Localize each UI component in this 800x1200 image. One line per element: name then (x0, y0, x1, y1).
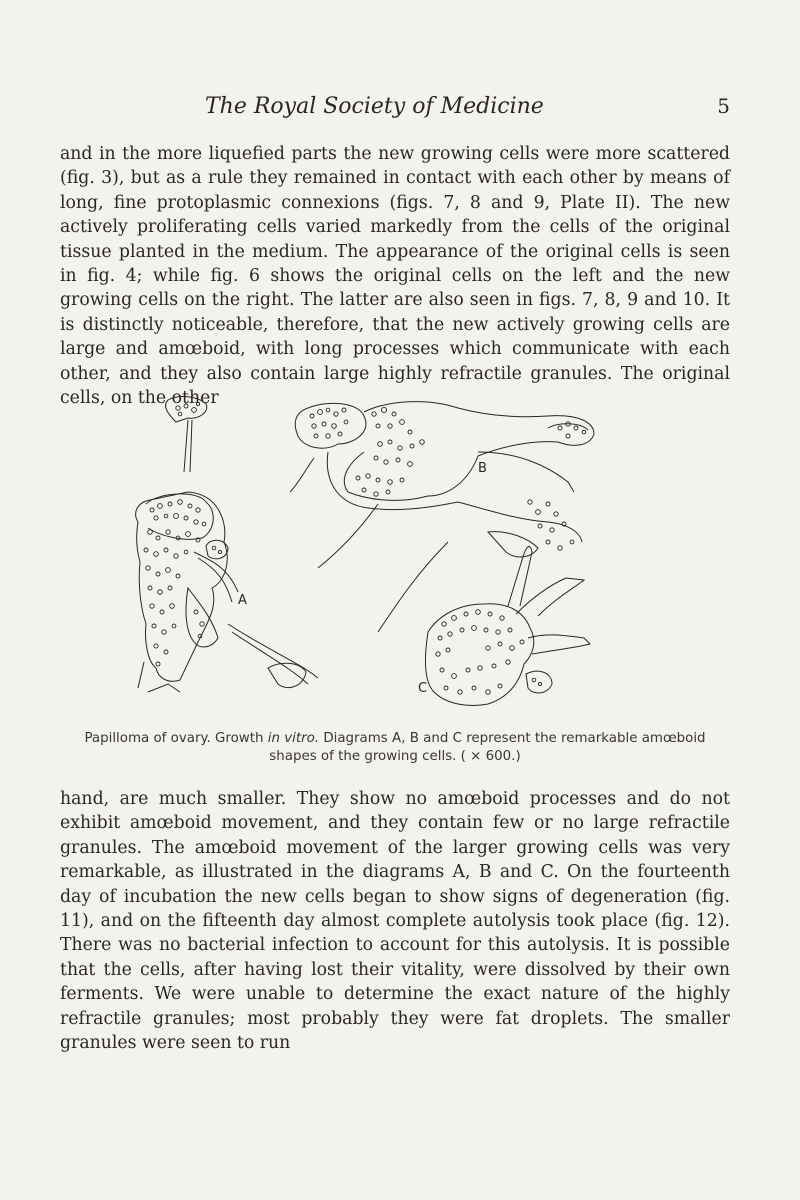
figure-drawing (128, 392, 618, 722)
label-c: C (418, 681, 428, 696)
label-a: A (238, 593, 247, 608)
running-title: The Royal Society of Medicine (205, 94, 544, 119)
caption-italic: in vitro. (267, 731, 320, 746)
caption-prefix: Papilloma of ovary. Growth (84, 731, 268, 746)
diagram-b (290, 402, 594, 568)
label-b: B (478, 461, 487, 476)
figure-amoeboid-diagrams (128, 392, 618, 722)
caption-suffix: Diagrams A, B and C represent the remarkable amœboid shapes of the growing cells. ( × 600.) (269, 731, 706, 764)
body-paragraph-1: and in the more liquefied parts the new growing cells were more scattered (fig. 3), but as a rule they remained in contact with each other by means of long, fine protoplasmic connexions (figs. 7, 8 and 9, Plate II). The new actively proliferating cells varied markedly from the cells of the original tissue planted in the medium. The appearance of the original cells is seen in fig. 4; while fig. 6 shows the original cells on the left and the new growing cells on the right. The latter are also seen in figs. 7, 8, 9 and 10. It is distinctly noticeable, therefore, that the new actively growing cells are large and amœboid, with long processes which communicate with each other, and they also contain large highly refractile granules. The original cells, on the other (60, 144, 730, 409)
page-number: 5 (717, 94, 730, 118)
body-paragraph-2: hand, are much smaller. They show no amœboid processes and do not exhibit amœboid movement, and they contain few or no large refractile granules. The amœboid movement of the larger growing cells was very remarkable, as illustrated in the diagrams A, B and C. On the fourteenth day of incubation the new cells began to show signs of degeneration (fig. 11), and on the fifteenth day almost complete autolysis took place (fig. 12). There was no bacterial infection to account for this autolysis. It is possible that the cells, after having lost their vitality, were dissolved by their own ferments. We were unable to determine the exact nature of the highly refractile granules; most probably they were fat droplets. The smaller granules were seen to run (60, 789, 730, 1054)
figure-caption (70, 730, 720, 766)
diagram-a (136, 397, 247, 692)
diagram-c (378, 542, 590, 706)
